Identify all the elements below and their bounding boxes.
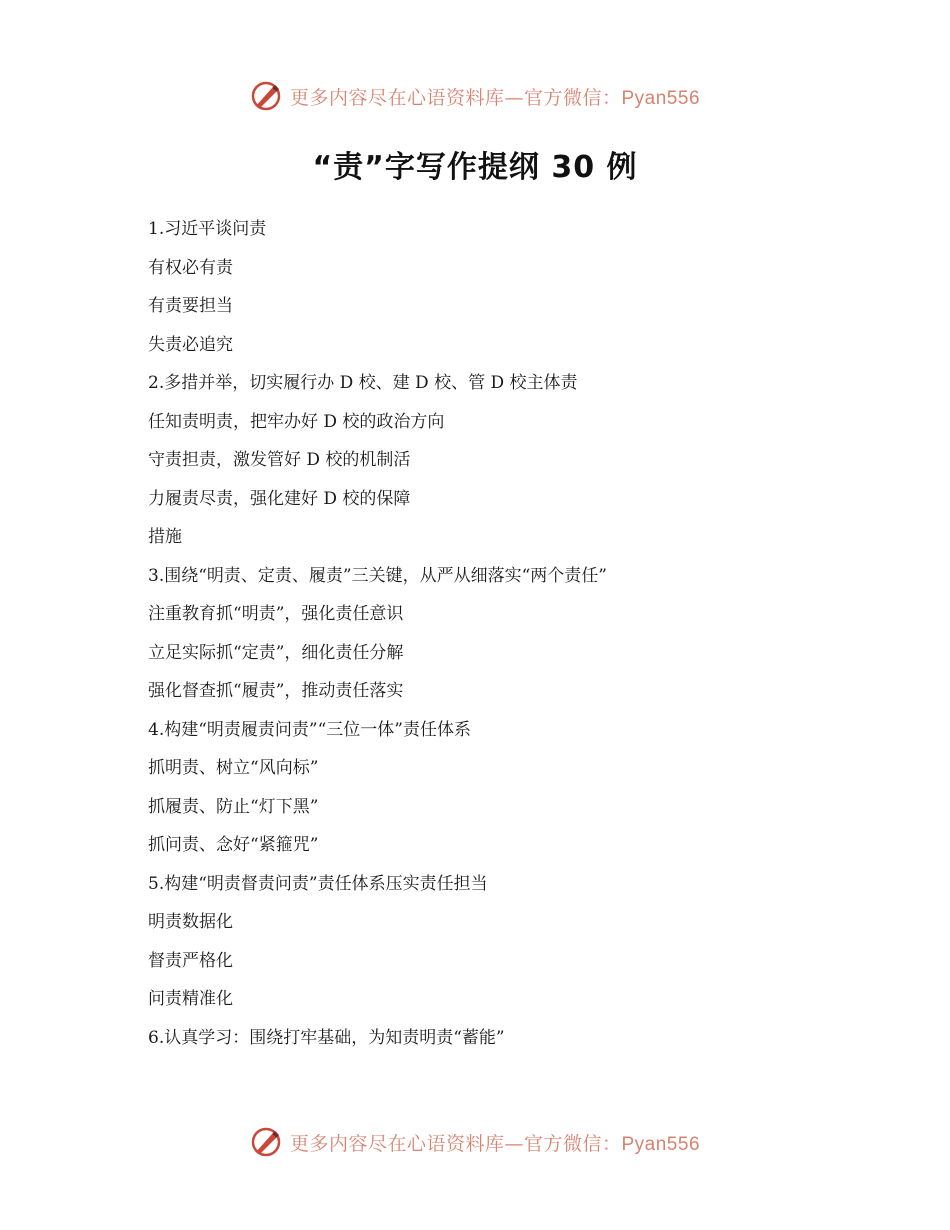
text-line: 4.构建“明责履责问责”“三位一体”责任体系	[148, 719, 471, 740]
watermark-text: 更多内容尽在心语资料库—官方微信：Pyan556	[289, 86, 701, 109]
text-line: 任知责明责，把牢办好 D 校的政治方向	[148, 411, 445, 432]
text-line: 6.认真学习：围绕打牢基础，为知责明责“蓄能”	[148, 1027, 505, 1048]
watermark-text: 更多内容尽在心语资料库—官方微信：Pyan556	[289, 1132, 701, 1155]
text-line: 守责担责，激发管好 D 校的机制活	[148, 450, 411, 470]
text-line: 3.围绕“明责、定责、履责”三关键，从严从细落实“两个责任”	[148, 565, 607, 586]
text-line: 2.多措并举，切实履行办 D 校、建 D 校、管 D 校主体责	[148, 373, 578, 393]
text-line: 抓履责、防止“灯下黑”	[148, 796, 319, 817]
pen-logo-icon	[250, 80, 282, 112]
text-line: 力履责尽责，强化建好 D 校的保障	[148, 488, 411, 509]
text-line: 5.构建“明责督责问责”责任体系压实责任担当	[148, 873, 488, 894]
text-line: 立足实际抓“定责”，细化责任分解	[148, 642, 404, 663]
text-line: 注重教育抓“明责”，强化责任意识	[148, 604, 404, 624]
watermark-banner-top	[0, 74, 950, 118]
text-line: 1.习近平谈问责	[148, 219, 267, 239]
text-line: 有责要担当	[148, 296, 233, 316]
text-line: 督责严格化	[148, 950, 233, 971]
text-line: 强化督查抓“履责”，推动责任落实	[148, 681, 404, 701]
pen-logo-icon	[250, 1126, 282, 1158]
text-line: 抓问责、念好“紧箍咒”	[148, 835, 319, 855]
text-line: 问责精准化	[148, 989, 233, 1009]
text-line: 措施	[148, 527, 182, 547]
text-line: 明责数据化	[148, 912, 233, 932]
text-line: 抓明责、树立“风向标”	[148, 758, 319, 778]
text-line: 失责必追究	[148, 334, 233, 355]
document-title: “责”字写作提纲 30 例	[312, 150, 638, 185]
text-line: 有权必有责	[148, 257, 233, 278]
watermark-banner-bottom	[0, 1120, 950, 1164]
document-body	[148, 210, 848, 1057]
